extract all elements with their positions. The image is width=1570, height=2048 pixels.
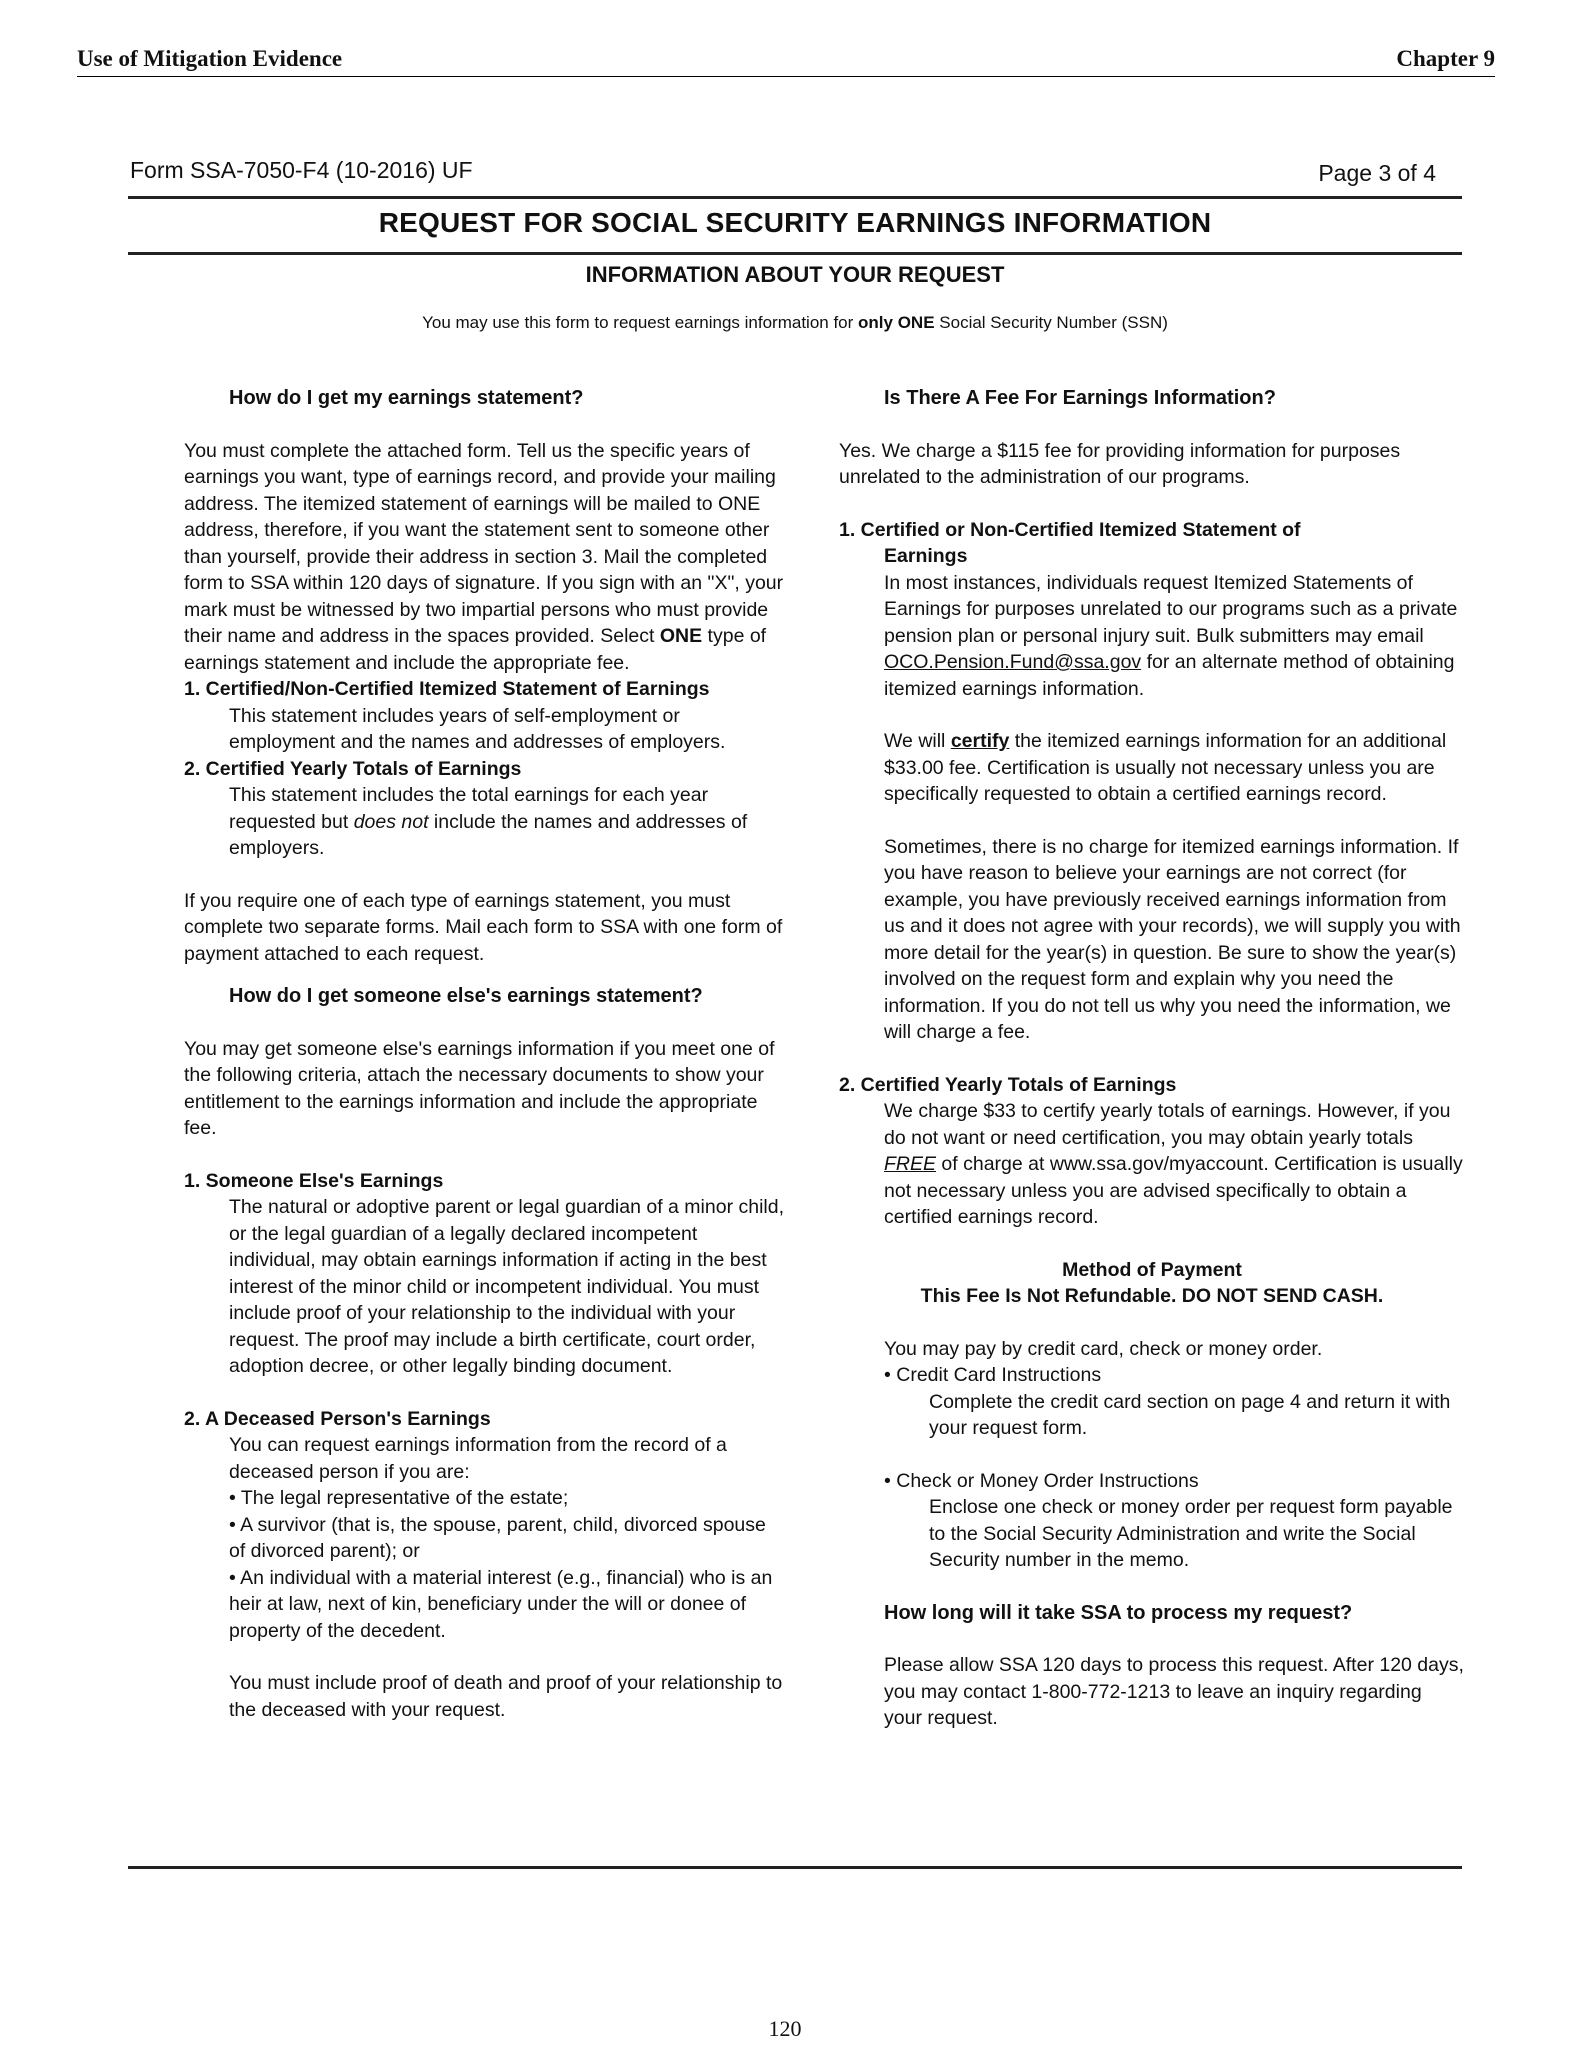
item-itemized-text: This statement includes years of self-employment or employment and the names and addresses of employers. [229, 704, 726, 753]
deceased-proof-paragraph: You must include proof of death and proof of your relationship to the deceased with your request. [229, 1672, 783, 1721]
check-text: Enclose one check or money order per request form payable to the Social Security Administration and write the Social Security number in the memo. [929, 1496, 1453, 1571]
deceased-bullet: • The legal representative of the estate; [229, 1487, 569, 1509]
separate-forms-paragraph: If you require one of each type of earnings statement, you must complete two separate forms. Mail each form to SSA with one form of payment attached to each request. [184, 889, 783, 965]
fee-item-itemized-title: 1. Certified or Non-Certified Itemized Statement of [839, 518, 1301, 541]
item-deceased-title: 2. A Deceased Person's Earnings [184, 1407, 491, 1430]
fee-item-yearly-title: 2. Certified Yearly Totals of Earnings [839, 1073, 1177, 1096]
credit-card-label: • Credit Card Instructions [884, 1364, 1102, 1386]
question-own-statement: How do I get my earnings statement? [229, 387, 584, 409]
form-subtitle: INFORMATION ABOUT YOUR REQUEST [585, 262, 1005, 287]
form-id: Form SSA-7050-F4 (10-2016) UF [130, 157, 473, 183]
page-number: 120 [768, 2016, 802, 2041]
payment-warning: This Fee Is Not Refundable. DO NOT SEND CASH. [920, 1285, 1384, 1307]
item-someone-else-title: 1. Someone Else's Earnings [184, 1169, 444, 1192]
rule-bottom [128, 1866, 1462, 1869]
question-someone-else: How do I get someone else's earnings statement? [229, 985, 703, 1007]
rule-top [128, 196, 1462, 199]
pension-email-link[interactable]: OCO.Pension.Fund@ssa.gov [884, 651, 1142, 673]
form-intro [128, 313, 1462, 333]
item-someone-else-text: The natural or adoptive parent or legal guardian of a minor child, or the legal guardian of a legally declared incompetent individual, may obtain earnings information if acting in the best interest of the minor child or incompetent individual. You must include proof of your relationship to the individual with your request. The proof may include a birth certificate, court order, adoption decree, or other legally binding document. [229, 1196, 784, 1377]
item-yearly-title: 2. Certified Yearly Totals of Earnings [184, 757, 522, 780]
own-statement-paragraph: You must complete the attached form. Tell us the specific years of earnings you want, type of earnings record, and provide your mailing address. The itemized statement of earnings will be mailed to ONE address, therefore, if you want the statement sent to someone other than yourself, provide their address in section 3. Mail the completed form to SSA within 120 days of signature. If you sign with an "X", your mark must be witnessed by two impartial persons who must provide their name and address in the spaces provided. Select ONE type of earnings statement and include the appropriate fee. [184, 439, 784, 674]
form-title: REQUEST FOR SOCIAL SECURITY EARNINGS INFORMATION [378, 207, 1212, 238]
running-header-left: Use of Mitigation Evidence [77, 46, 343, 71]
item-deceased-text: You can request earnings information from the record of a deceased person if you are: [229, 1434, 727, 1483]
payment-heading: Method of Payment [1062, 1258, 1242, 1281]
question-processing-time: How long will it take SSA to process my request? [884, 1601, 1353, 1624]
someone-else-paragraph: You may get someone else's earnings information if you meet one of the following criteria, attach the necessary documents to show your entitlement to the earnings information and include the appropriate fee. [184, 1037, 775, 1139]
processing-time-paragraph: Please allow SSA 120 days to process this request. After 120 days, you may contact 1-800-772-1213 to leave an inquiry regarding your request. [884, 1654, 1464, 1729]
deceased-bullet: • A survivor (that is, the spouse, parent, child, divorced spouse of divorced parent); or [229, 1513, 766, 1562]
fee-item-itemized-text: In most instances, individuals request Itemized Statements of Earnings for purposes unrelated to our programs such as a private pension plan or personal injury suit. Bulk submitters may email OCO.Pension.Fund@ssa.gov for an alternate method of obtaining itemized earnings information. [884, 571, 1458, 700]
intro-emphasis: only ONE [858, 313, 935, 332]
left-column [184, 385, 784, 1723]
item-itemized-title: 1. Certified/Non-Certified Itemized Statement of Earnings [184, 678, 710, 700]
no-charge-paragraph: Sometimes, there is no charge for itemized earnings information. If you have reason to believe your earnings are not correct (for example, you have previously received earnings information from us and it does not agree with your records), we will supply you with more detail for the year(s) in question. Be sure to show the year(s) involved on the request form and explain why you need the information. If you do not tell us why you need the information, we will charge a fee. [884, 835, 1461, 1043]
rule-under-title [128, 252, 1462, 255]
intro-text: You may use this form to request earnings information for [422, 313, 859, 332]
running-header [77, 46, 1495, 77]
item-yearly-text: This statement includes the total earnings for each year requested but does not include the names and addresses of employers. [229, 784, 748, 859]
intro-text-end: Social Security Number (SSN) [934, 313, 1168, 332]
right-column [839, 385, 1465, 1732]
payment-intro: You may pay by credit card, check or money order. [884, 1337, 1323, 1360]
fee-item-itemized-title-cont: Earnings [884, 545, 968, 567]
deceased-bullet: • An individual with a material interest (e.g., financial) who is an heir at law, next of kin, beneficiary under the will or donee of property of the decedent. [229, 1566, 773, 1642]
certify-paragraph: We will certify the itemized earnings information for an additional $33.00 fee. Certification is usually not necessary unless you are specifically requested to obtain a certified earnings record. [884, 730, 1447, 805]
form-page-indicator: Page 3 of 4 [1318, 160, 1436, 186]
question-fee: Is There A Fee For Earnings Information? [884, 387, 1276, 409]
credit-card-text: Complete the credit card section on page 4 and return it with your request form. [929, 1390, 1451, 1439]
running-header-right: Chapter 9 [1396, 46, 1495, 71]
fee-item-yearly-text: We charge $33 to certify yearly totals of earnings. However, if you do not want or need certification, you may obtain yearly totals FREE of charge at www.ssa.gov/myaccount. Certification is usually not necessary unless you are advised specifically to obtain a certified earnings record. [884, 1100, 1463, 1228]
fee-paragraph: Yes. We charge a $115 fee for providing information for purposes unrelated to the administration of our programs. [839, 439, 1401, 488]
check-label: • Check or Money Order Instructions [884, 1469, 1199, 1492]
